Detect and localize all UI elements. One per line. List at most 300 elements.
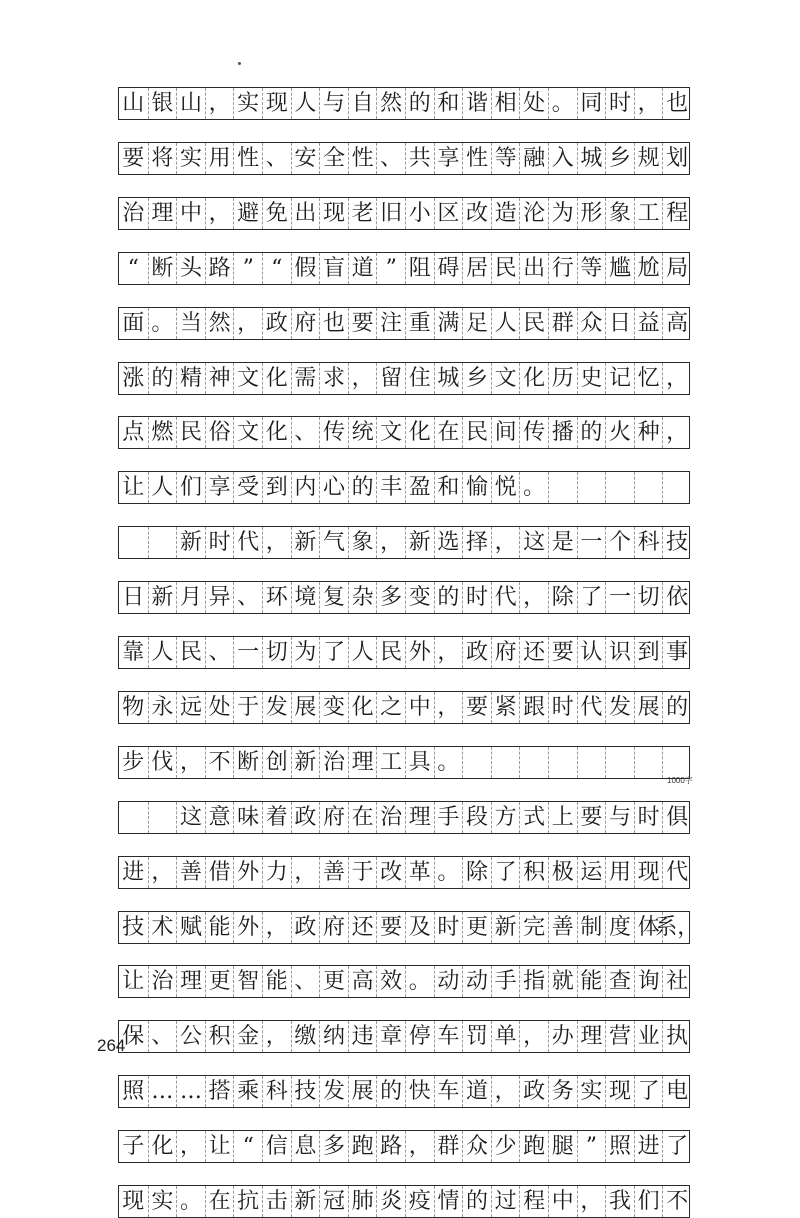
grid-cell: 业 xyxy=(634,1021,663,1052)
grid-cell: 化 xyxy=(262,363,291,394)
grid-cell: 化 xyxy=(519,363,548,394)
grid-cell xyxy=(634,747,663,778)
grid-cell xyxy=(662,747,691,778)
grid-cell: 工 xyxy=(634,198,663,229)
grid-cell: 道 xyxy=(348,253,377,284)
grid-cell: ， xyxy=(434,637,463,668)
grid-cell: ” xyxy=(376,253,405,284)
grid-cell: 融 xyxy=(519,143,548,174)
grid-cell: 理 xyxy=(405,802,434,833)
grid-row xyxy=(118,1185,690,1218)
grid-cell: 要 xyxy=(376,912,405,943)
grid-cell: 传 xyxy=(519,417,548,448)
grid-cell: 时 xyxy=(634,802,663,833)
grid-row xyxy=(118,965,690,998)
grid-cell: 照 xyxy=(122,1078,145,1104)
grid-row xyxy=(118,471,690,504)
grid-cell: 违 xyxy=(348,1021,377,1052)
grid-cell: 受 xyxy=(233,472,262,503)
grid-cell: 发 xyxy=(319,1076,348,1107)
grid-cell: 创 xyxy=(262,747,291,778)
grid-cell: 一 xyxy=(577,527,606,558)
grid-cell: 息 xyxy=(291,1131,320,1162)
grid-cell: 科 xyxy=(262,1076,291,1107)
grid-cell: 方 xyxy=(491,802,520,833)
grid-cell: ， xyxy=(148,857,177,888)
grid-cell: 群 xyxy=(548,308,577,339)
grid-cell: 不 xyxy=(662,1186,691,1217)
grid-row xyxy=(118,856,690,889)
grid-cell: 了 xyxy=(634,1076,663,1107)
page-number: 264 xyxy=(97,1036,126,1055)
grid-cell: 外 xyxy=(233,912,262,943)
grid-cell: ， xyxy=(348,363,377,394)
grid-cell: 阻 xyxy=(405,253,434,284)
grid-cell: 山 xyxy=(176,88,205,119)
grid-cell: 代 xyxy=(662,857,691,888)
grid-cell: 神 xyxy=(205,363,234,394)
grid-cell: 府 xyxy=(491,637,520,668)
grid-cell: 车 xyxy=(434,1076,463,1107)
grid-cell: 点 xyxy=(122,419,145,445)
grid-cell: 的 xyxy=(577,417,606,448)
grid-row xyxy=(118,801,690,834)
grid-cell: 纳 xyxy=(319,1021,348,1052)
grid-cell: 政 xyxy=(291,802,320,833)
grid-cell: 更 xyxy=(205,966,234,997)
grid-cell: 理 xyxy=(148,198,177,229)
grid-cell: 享 xyxy=(434,143,463,174)
grid-cell: 也 xyxy=(662,88,691,119)
grid-cell: 现 xyxy=(122,1188,145,1214)
grid-cell: 。 xyxy=(434,747,463,778)
grid-row xyxy=(118,362,690,395)
grid-cell: 在 xyxy=(205,1186,234,1217)
grid-cell: 满 xyxy=(434,308,463,339)
grid-cell: 中 xyxy=(548,1186,577,1217)
grid-cell: 治 xyxy=(376,802,405,833)
grid-cell: 制 xyxy=(577,912,606,943)
grid-cell: 新 xyxy=(176,527,205,558)
grid-cell: 之 xyxy=(376,692,405,723)
grid-cell: 府 xyxy=(319,912,348,943)
grid-cell: 味 xyxy=(233,802,262,833)
grid-cell: 一 xyxy=(605,582,634,613)
grid-cell: 新 xyxy=(291,527,320,558)
grid-cell: 同 xyxy=(577,88,606,119)
grid-cell: ， xyxy=(262,912,291,943)
grid-cell: 沦 xyxy=(519,198,548,229)
grid-cell: 出 xyxy=(291,198,320,229)
grid-cell: 性 xyxy=(233,143,262,174)
grid-cell: 程 xyxy=(519,1186,548,1217)
grid-cell: 火 xyxy=(605,417,634,448)
grid-cell: 面 xyxy=(122,310,145,336)
grid-cell: 重 xyxy=(405,308,434,339)
grid-cell: 记 xyxy=(605,363,634,394)
grid-cell: 过 xyxy=(491,1186,520,1217)
grid-cell: 。 xyxy=(176,1186,205,1217)
grid-cell: 自 xyxy=(348,88,377,119)
grid-cell: 和 xyxy=(434,88,463,119)
grid-cell: 实 xyxy=(148,1186,177,1217)
grid-cell: 。 xyxy=(434,857,463,888)
grid-cell: 相 xyxy=(491,88,520,119)
grid-cell: 指 xyxy=(519,966,548,997)
grid-cell: 府 xyxy=(291,308,320,339)
grid-cell: 高 xyxy=(662,308,691,339)
grid-cell: 气 xyxy=(319,527,348,558)
grid-cell: 营 xyxy=(605,1021,634,1052)
grid-cell: ， xyxy=(176,1131,205,1162)
grid-cell: 紧 xyxy=(491,692,520,723)
grid-cell: 史 xyxy=(577,363,606,394)
grid-cell: 赋 xyxy=(176,912,205,943)
grid-cell: 民 xyxy=(176,417,205,448)
grid-cell: 燃 xyxy=(148,417,177,448)
grid-cell: 智 xyxy=(233,966,262,997)
grid-cell: 实 xyxy=(176,143,205,174)
grid-cell: 民 xyxy=(176,637,205,668)
grid-cell: 效 xyxy=(376,966,405,997)
grid-cell: 切 xyxy=(262,637,291,668)
grid-cell: 种 xyxy=(634,417,663,448)
grid-cell: 然 xyxy=(205,308,234,339)
grid-cell: 理 xyxy=(577,1021,606,1052)
grid-cell: 入 xyxy=(548,143,577,174)
grid-cell: 段 xyxy=(462,802,491,833)
grid-cell: 缴 xyxy=(291,1021,320,1052)
grid-cell: ， xyxy=(205,198,234,229)
grid-cell: 工 xyxy=(376,747,405,778)
grid-cell: 切 xyxy=(634,582,663,613)
grid-cell: 于 xyxy=(233,692,262,723)
grid-cell: 治 xyxy=(319,747,348,778)
grid-cell: 单 xyxy=(491,1021,520,1052)
grid-cell: 现 xyxy=(605,1076,634,1107)
grid-cell: 小 xyxy=(405,198,434,229)
grid-cell: 实 xyxy=(233,88,262,119)
grid-cell: 多 xyxy=(319,1131,348,1162)
grid-cell: 展 xyxy=(291,692,320,723)
grid-row xyxy=(118,1130,690,1163)
grid-cell: 、 xyxy=(262,143,291,174)
grid-cell: 、 xyxy=(233,582,262,613)
grid-cell: 境 xyxy=(291,582,320,613)
grid-cell: 尬 xyxy=(634,253,663,284)
grid-cell: ， xyxy=(491,527,520,558)
grid-cell xyxy=(548,472,577,503)
grid-cell: 异 xyxy=(205,582,234,613)
grid-row xyxy=(118,1075,690,1108)
grid-cell: 腿 xyxy=(548,1131,577,1162)
grid-cell: 区 xyxy=(434,198,463,229)
grid-cell: 度 xyxy=(605,912,634,943)
grid-cell: 等 xyxy=(577,253,606,284)
grid-cell: 、 xyxy=(205,637,234,668)
grid-cell: 政 xyxy=(262,308,291,339)
grid-cell: 到 xyxy=(262,472,291,503)
grid-cell: 的 xyxy=(148,363,177,394)
grid-cell: 精 xyxy=(176,363,205,394)
grid-cell: 于 xyxy=(348,857,377,888)
grid-cell: 在 xyxy=(434,417,463,448)
grid-cell xyxy=(491,747,520,778)
grid-cell: 步 xyxy=(122,749,145,775)
grid-cell: 足 xyxy=(462,308,491,339)
grid-cell: ， xyxy=(491,1076,520,1107)
grid-cell: 上 xyxy=(548,802,577,833)
grid-row xyxy=(118,142,690,175)
grid-cell: 完 xyxy=(519,912,548,943)
grid-cell: 极 xyxy=(548,857,577,888)
grid-cell: 运 xyxy=(577,857,606,888)
grid-cell: 金 xyxy=(233,1021,262,1052)
grid-cell: 罚 xyxy=(462,1021,491,1052)
grid-cell: 内 xyxy=(291,472,320,503)
grid-cell: 务 xyxy=(548,1076,577,1107)
grid-cell: 乘 xyxy=(233,1076,262,1107)
grid-cell: 新 xyxy=(148,582,177,613)
grid-cell: 体 xyxy=(634,912,663,943)
grid-cell: ， xyxy=(519,1021,548,1052)
grid-cell: 要 xyxy=(122,145,145,171)
grid-cell: ， xyxy=(262,527,291,558)
grid-cell: 历 xyxy=(548,363,577,394)
grid-cell: 益 xyxy=(634,308,663,339)
grid-cell: 除 xyxy=(548,582,577,613)
grid-cell: 代 xyxy=(233,527,262,558)
grid-cell: 住 xyxy=(405,363,434,394)
grid-cell: 然 xyxy=(376,88,405,119)
grid-cell: 政 xyxy=(291,912,320,943)
grid-cell: 全 xyxy=(319,143,348,174)
grid-cell: ， xyxy=(662,417,691,448)
grid-cell: 银 xyxy=(148,88,177,119)
grid-cell: 留 xyxy=(376,363,405,394)
grid-cell: 跑 xyxy=(348,1131,377,1162)
grid-cell: 抗 xyxy=(233,1186,262,1217)
grid-cell: 避 xyxy=(233,198,262,229)
grid-cell: 这 xyxy=(176,802,205,833)
grid-cell: 击 xyxy=(262,1186,291,1217)
grid-cell: 章 xyxy=(376,1021,405,1052)
grid-cell: 化 xyxy=(405,417,434,448)
grid-row xyxy=(118,526,690,559)
grid-cell: 要 xyxy=(348,308,377,339)
grid-cell: 更 xyxy=(462,912,491,943)
grid-cell: ， xyxy=(262,1021,291,1052)
grid-cell: 治 xyxy=(148,966,177,997)
grid-cell: 是 xyxy=(548,527,577,558)
grid-row xyxy=(118,252,690,285)
grid-cell: 搭 xyxy=(205,1076,234,1107)
grid-cell: 跑 xyxy=(519,1131,548,1162)
grid-cell: 式 xyxy=(519,802,548,833)
grid-cell: 性 xyxy=(348,143,377,174)
grid-cell: 日 xyxy=(122,584,145,610)
grid-cell: 人 xyxy=(491,308,520,339)
grid-cell: 化 xyxy=(148,1131,177,1162)
grid-cell xyxy=(119,527,148,558)
grid-cell: 人 xyxy=(348,637,377,668)
grid-cell: 。 xyxy=(148,308,177,339)
grid-cell: 求 xyxy=(319,363,348,394)
grid-cell: 外 xyxy=(233,857,262,888)
grid-cell: 人 xyxy=(148,472,177,503)
grid-cell: 头 xyxy=(176,253,205,284)
grid-cell: … xyxy=(176,1076,205,1107)
grid-cell: 让 xyxy=(122,968,145,994)
grid-cell: 着 xyxy=(262,802,291,833)
grid-cell xyxy=(119,802,148,833)
grid-cell: 心 xyxy=(319,472,348,503)
grid-cell: 日 xyxy=(605,308,634,339)
grid-cell: 社 xyxy=(662,966,691,997)
grid-cell: 中 xyxy=(405,692,434,723)
grid-cell: 让 xyxy=(205,1131,234,1162)
grid-cell: 停 xyxy=(405,1021,434,1052)
grid-cell: … xyxy=(148,1076,177,1107)
grid-cell: 进 xyxy=(634,1131,663,1162)
grid-cell: 在 xyxy=(348,802,377,833)
grid-cell: 不 xyxy=(205,747,234,778)
grid-cell: 新 xyxy=(491,912,520,943)
grid-cell: 伐 xyxy=(148,747,177,778)
grid-cell: 的 xyxy=(405,88,434,119)
grid-cell: 现 xyxy=(319,198,348,229)
grid-cell: 民 xyxy=(519,308,548,339)
grid-cell: 文 xyxy=(491,363,520,394)
grid-cell: 府 xyxy=(319,802,348,833)
grid-cell: “ xyxy=(233,1131,262,1162)
grid-cell: 乡 xyxy=(462,363,491,394)
grid-cell: 为 xyxy=(548,198,577,229)
grid-row xyxy=(118,1020,690,1053)
grid-cell xyxy=(577,472,606,503)
grid-cell xyxy=(548,747,577,778)
grid-cell: 文 xyxy=(233,363,262,394)
grid-cell: 靠 xyxy=(122,639,145,665)
grid-cell: 城 xyxy=(434,363,463,394)
grid-row xyxy=(118,911,700,944)
grid-cell: 道 xyxy=(462,1076,491,1107)
grid-cell: 新 xyxy=(291,747,320,778)
grid-cell: 丰 xyxy=(376,472,405,503)
grid-cell: 永 xyxy=(148,692,177,723)
grid-cell: 具 xyxy=(405,747,434,778)
grid-cell: 统 xyxy=(348,417,377,448)
grid-cell: 愉 xyxy=(462,472,491,503)
grid-cell: 的 xyxy=(434,582,463,613)
grid-cell: 时 xyxy=(462,582,491,613)
grid-cell: “ xyxy=(127,255,139,281)
grid-cell: 了 xyxy=(319,637,348,668)
grid-cell: 善 xyxy=(548,912,577,943)
grid-cell: 月 xyxy=(176,582,205,613)
grid-cell: 居 xyxy=(462,253,491,284)
grid-cell: 共 xyxy=(405,143,434,174)
grid-cell: 文 xyxy=(233,417,262,448)
grid-cell: 与 xyxy=(605,802,634,833)
grid-cell: 技 xyxy=(662,527,691,558)
grid-cell: 电 xyxy=(662,1076,691,1107)
grid-cell: 注 xyxy=(376,308,405,339)
grid-cell xyxy=(662,472,691,503)
grid-cell: 外 xyxy=(405,637,434,668)
grid-cell: 和 xyxy=(434,472,463,503)
grid-cell: 疫 xyxy=(405,1186,434,1217)
grid-cell xyxy=(577,747,606,778)
grid-cell: 民 xyxy=(491,253,520,284)
grid-cell: 跟 xyxy=(519,692,548,723)
grid-cell: 改 xyxy=(462,198,491,229)
grid-cell: 变 xyxy=(319,692,348,723)
grid-cell: 及 xyxy=(405,912,434,943)
grid-cell: 了 xyxy=(491,857,520,888)
grid-cell: 子 xyxy=(122,1133,145,1159)
grid-cell: 肺 xyxy=(348,1186,377,1217)
grid-cell: 、 xyxy=(148,1021,177,1052)
grid-cell: 们 xyxy=(176,472,205,503)
grid-cell: 高 xyxy=(348,966,377,997)
grid-cell: ， xyxy=(233,308,262,339)
grid-cell: 了 xyxy=(662,1131,691,1162)
grid-cell: 公 xyxy=(176,1021,205,1052)
grid-cell: 谐 xyxy=(462,88,491,119)
grid-cell: 手 xyxy=(491,966,520,997)
grid-cell: 展 xyxy=(348,1076,377,1107)
grid-cell: 变 xyxy=(405,582,434,613)
grid-cell: 安 xyxy=(291,143,320,174)
grid-cell: ， xyxy=(376,527,405,558)
grid-cell: 老 xyxy=(348,198,377,229)
grid-cell xyxy=(605,472,634,503)
grid-cell: 复 xyxy=(319,582,348,613)
grid-cell: 间 xyxy=(491,417,520,448)
grid-cell: 发 xyxy=(262,692,291,723)
grid-cell: 。 xyxy=(548,88,577,119)
grid-cell: 、 xyxy=(291,966,320,997)
grid-cell: ， xyxy=(205,88,234,119)
grid-cell: 俱 xyxy=(662,802,691,833)
grid-row xyxy=(118,636,690,669)
grid-cell: 展 xyxy=(634,692,663,723)
grid-cell: 代 xyxy=(577,692,606,723)
grid-cell: 为 xyxy=(291,637,320,668)
grid-cell: 动 xyxy=(462,966,491,997)
grid-cell: 保 xyxy=(122,1023,145,1049)
grid-cell: 俗 xyxy=(205,417,234,448)
grid-cell: 路 xyxy=(376,1131,405,1162)
grid-cell: 旧 xyxy=(376,198,405,229)
grid-cell: 程 xyxy=(662,198,691,229)
grid-cell: 发 xyxy=(605,692,634,723)
grid-cell: 时 xyxy=(605,88,634,119)
grid-cell: 信 xyxy=(262,1131,291,1162)
grid-cell: 冠 xyxy=(319,1186,348,1217)
grid-cell: 规 xyxy=(634,143,663,174)
grid-cell: 了 xyxy=(577,582,606,613)
grid-cell: 现 xyxy=(634,857,663,888)
grid-cell: 除 xyxy=(462,857,491,888)
grid-cell: 的 xyxy=(662,692,691,723)
grid-cell: ， xyxy=(405,1131,434,1162)
grid-cell: 的 xyxy=(376,1076,405,1107)
grid-cell: 山 xyxy=(122,90,145,116)
grid-cell: 路 xyxy=(205,253,234,284)
grid-cell: 众 xyxy=(577,308,606,339)
